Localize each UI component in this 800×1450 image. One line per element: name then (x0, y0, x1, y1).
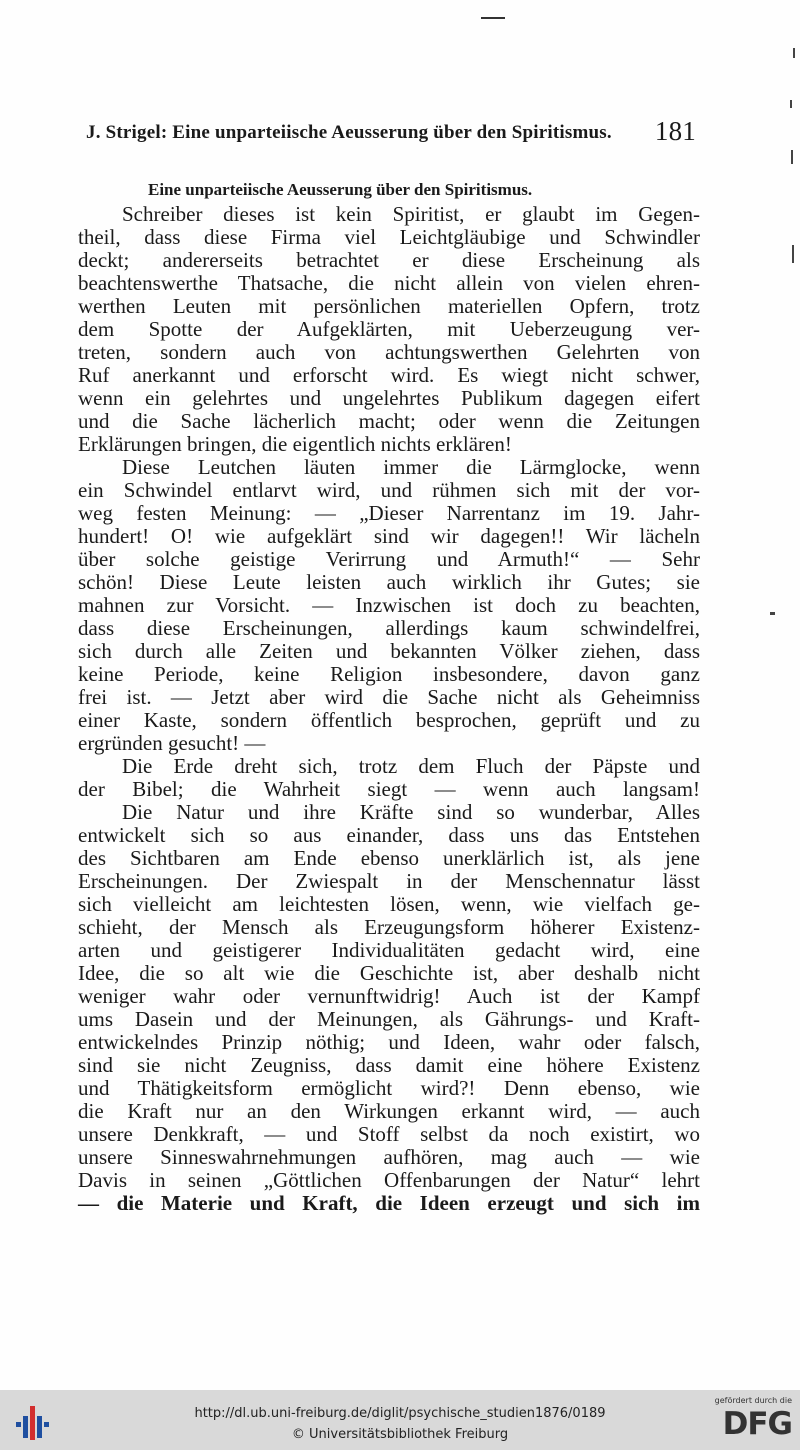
text-line: deckt; andererseits betrachtet er diese Erscheinung als (78, 248, 700, 272)
text-line: Diese Leutchen läuten immer die Lärmglocke, wenn (122, 455, 700, 479)
text-line: Davis in seinen „Göttlichen Offenbarungen der Natur“ lehrt (78, 1168, 700, 1192)
text-line: und Thätigkeitsform ermöglicht wird?! Denn ebenso, wie (78, 1076, 700, 1100)
text-line: Idee, die so alt wie die Geschichte ist, aber deshalb nicht (78, 961, 700, 985)
text-line: Die Natur und ihre Kräfte sind so wunderbar, Alles (122, 800, 700, 824)
text-line: sind sie nicht Zeugniss, dass damit eine höhere Existenz (78, 1053, 700, 1077)
body-text (78, 203, 700, 1215)
text-line: arten und geistigerer Individualitäten gedacht wird, eine (78, 938, 700, 962)
text-line: Erscheinungen. Der Zwiespalt in der Menschennatur lässt (78, 869, 700, 893)
text-line: der Bibel; die Wahrheit siegt — wenn auch langsam! (78, 777, 700, 801)
text-line: hundert! O! wie aufgeklärt sind wir dagegen!! Wir lächeln (78, 524, 700, 548)
text-line: Ruf anerkannt und erforscht wird. Es wiegt nicht schwer, (78, 363, 700, 387)
text-line: werthen Leuten mit persönlichen materiellen Opfern, trotz (78, 294, 700, 318)
text-line: mahnen zur Vorsicht. — Inzwischen ist doch zu beachten, (78, 593, 700, 617)
text-line: schieht, der Mensch als Erzeugungsform höherer Existenz- (78, 915, 700, 939)
text-line: sich vielleicht am leichtesten lösen, wenn, wie vielfach ge- (78, 892, 700, 916)
text-line: weniger wahr oder vernunftwidrig! Auch ist der Kampf (78, 984, 700, 1008)
text-line: wenn ein gelehrtes und ungelehrtes Publikum dagegen eifert (78, 386, 700, 410)
section-title: Eine unparteiische Aeusserung über den Spiritismus. (148, 180, 533, 199)
text-line: ums Dasein und der Meinungen, als Gährungs- und Kraft- (78, 1007, 700, 1031)
footer-bar (0, 1390, 800, 1450)
copyright-text: © Universitätsbibliothek Freiburg (291, 1427, 509, 1442)
text-line: entwickelndes Prinzip nöthig; und Ideen, wahr oder falsch, (78, 1030, 700, 1054)
text-line: unsere Sinneswahrnehmungen aufhören, mag auch — wie (78, 1145, 700, 1169)
dfg-logo[interactable] (710, 1396, 792, 1444)
running-head-text: J. Strigel: Eine unparteiische Aeusserung über den Spiritismus. (86, 122, 612, 143)
top-rule-mark (481, 17, 505, 19)
dfg-wordmark: DFG (722, 1406, 792, 1442)
text-line: des Sichtbaren am Ende ebenso unerklärlich ist, als jene (78, 846, 700, 870)
text-line: und die Sache lächerlich macht; oder wenn die Zeitungen (78, 409, 700, 433)
text-line: keine Periode, keine Religion insbesondere, davon ganz (78, 662, 700, 686)
text-line: ergründen gesucht! — (78, 731, 266, 755)
text-line: unsere Denkkraft, — und Stoff selbst da noch existirt, wo (78, 1122, 700, 1146)
page-number: 181 (654, 116, 696, 146)
dfg-caption: gefördert durch die (714, 1396, 792, 1405)
text-line: beachtenswerthe Thatsache, die nicht allein von vielen ehren- (78, 271, 700, 295)
text-line: dem Spotte der Aufgeklärten, mit Ueberzeugung ver- (78, 317, 700, 341)
text-line: dass diese Erscheinungen, allerdings kaum schwindelfrei, (78, 616, 700, 640)
text-line: einer Kaste, sondern öffentlich besprochen, geprüft und zu (78, 708, 700, 732)
text-line: theil, dass diese Firma viel Leichtgläubige und Schwindler (78, 225, 700, 249)
text-line: die Kraft nur an den Wirkungen erkannt wird, — auch (78, 1099, 700, 1123)
text-line: sich durch alle Zeiten und bekannten Völker ziehen, dass (78, 639, 700, 663)
text-line: entwickelt sich so aus einander, dass uns das Entstehen (78, 823, 700, 847)
text-line: Erklärungen bringen, die eigentlich nichts erklären! (78, 432, 512, 456)
text-line: frei ist. — Jetzt aber wird die Sache nicht als Geheimniss (78, 685, 700, 709)
text-line: Die Erde dreht sich, trotz dem Fluch der Päpste und (122, 754, 700, 778)
text-line: über solche geistige Verirrung und Armuth!“ — Sehr (78, 547, 700, 571)
running-head (86, 116, 696, 148)
text-line: Schreiber dieses ist kein Spiritist, er glaubt im Gegen- (122, 202, 700, 226)
text-line: ein Schwindel entlarvt wird, und rühmen sich mit der vor- (78, 478, 700, 502)
source-url-link[interactable]: http://dl.ub.uni-freiburg.de/diglit/psychische_studien1876/0189 (194, 1406, 606, 1421)
text-line: — die Materie und Kraft, die Ideen erzeugt und sich im (78, 1191, 700, 1215)
text-line: treten, sondern auch von achtungswerthen Gelehrten von (78, 340, 700, 364)
text-line: weg festen Meinung: — „Dieser Narrentanz im 19. Jahr- (78, 501, 700, 525)
text-line: schön! Diese Leute leisten auch wirklich ihr Gutes; sie (78, 570, 700, 594)
